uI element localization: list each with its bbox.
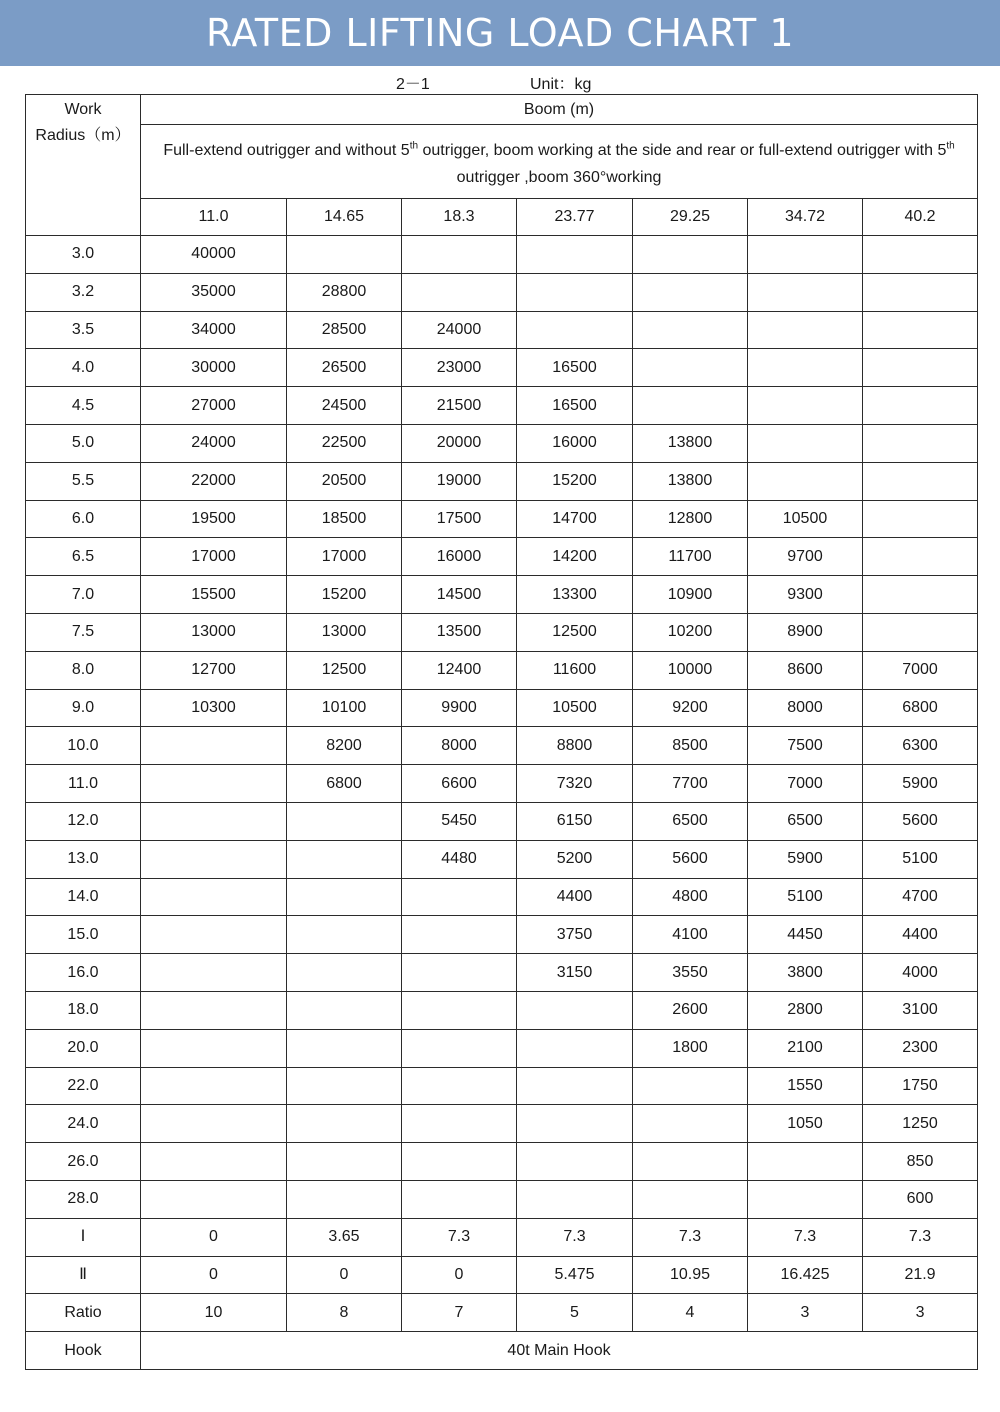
- load-cell: 23000: [402, 349, 517, 387]
- load-cell: 12500: [517, 613, 633, 651]
- load-cell: [748, 349, 863, 387]
- unit-label: Unit：kg: [530, 76, 592, 93]
- load-cell: 26500: [287, 349, 402, 387]
- load-cell: [141, 727, 287, 765]
- table-row: [26, 802, 978, 840]
- load-cell: [863, 500, 978, 538]
- load-cell: [402, 236, 517, 274]
- load-cell: 3550: [633, 954, 748, 992]
- load-cell: 24000: [141, 424, 287, 462]
- load-cell: 13000: [287, 613, 402, 651]
- row-label: 22.0: [26, 1067, 141, 1105]
- load-cell: 6800: [863, 689, 978, 727]
- boom-length-4: 29.25: [633, 199, 748, 236]
- load-cell: 21.9: [863, 1256, 978, 1294]
- load-cell: 28500: [287, 311, 402, 349]
- load-cell: [402, 991, 517, 1029]
- load-cell: [287, 1105, 402, 1143]
- load-cell: 15200: [287, 576, 402, 614]
- load-cell: 9200: [633, 689, 748, 727]
- load-cell: 13300: [517, 576, 633, 614]
- load-cell: 19000: [402, 462, 517, 500]
- table-row: [26, 954, 978, 992]
- load-cell: [863, 236, 978, 274]
- load-cell: 16.425: [748, 1256, 863, 1294]
- load-cell: 11700: [633, 538, 748, 576]
- load-cell: 6500: [633, 802, 748, 840]
- load-cell: 16500: [517, 387, 633, 425]
- load-cell: 20000: [402, 424, 517, 462]
- load-cell: 5900: [863, 765, 978, 803]
- load-cell: [141, 765, 287, 803]
- load-cell: 1550: [748, 1067, 863, 1105]
- load-cell: 30000: [141, 349, 287, 387]
- load-cell: 3750: [517, 916, 633, 954]
- load-cell: 7.3: [402, 1218, 517, 1256]
- load-cell: 7.3: [748, 1218, 863, 1256]
- load-cell: [287, 954, 402, 992]
- load-cell: 8000: [402, 727, 517, 765]
- boom-length-row: [26, 199, 978, 236]
- load-cell: [863, 349, 978, 387]
- load-cell: 5900: [748, 840, 863, 878]
- footer-row: [26, 1218, 978, 1256]
- load-cell: 22000: [141, 462, 287, 500]
- load-cell: [141, 840, 287, 878]
- load-cell: [633, 349, 748, 387]
- boom-length-6: 40.2: [863, 199, 978, 236]
- load-cell: [863, 424, 978, 462]
- load-cell: 3: [863, 1294, 978, 1332]
- load-cell: 14500: [402, 576, 517, 614]
- load-cell: [748, 424, 863, 462]
- load-cell: 6150: [517, 802, 633, 840]
- load-cell: [633, 1067, 748, 1105]
- load-cell: [633, 273, 748, 311]
- table-row: [26, 311, 978, 349]
- load-cell: [402, 954, 517, 992]
- load-cell: [517, 311, 633, 349]
- load-cell: 24000: [402, 311, 517, 349]
- load-cell: 10500: [748, 500, 863, 538]
- footer-row: [26, 1256, 978, 1294]
- row-label: 7.0: [26, 576, 141, 614]
- table-row: [26, 1067, 978, 1105]
- load-cell: 40000: [141, 236, 287, 274]
- load-cell: [287, 236, 402, 274]
- load-cell: 10: [141, 1294, 287, 1332]
- load-cell: 7320: [517, 765, 633, 803]
- table-row: [26, 500, 978, 538]
- load-cell: [863, 538, 978, 576]
- row-label: Ratio: [26, 1294, 141, 1332]
- load-cell: 22500: [287, 424, 402, 462]
- table-row: [26, 538, 978, 576]
- load-cell: [633, 311, 748, 349]
- boom-header: Boom (m): [141, 95, 978, 125]
- load-cell: 4000: [863, 954, 978, 992]
- load-cell: 8200: [287, 727, 402, 765]
- boom-length-1: 14.65: [287, 199, 402, 236]
- load-cell: 3800: [748, 954, 863, 992]
- row-label: 3.5: [26, 311, 141, 349]
- table-row: [26, 1180, 978, 1218]
- table-row: [26, 613, 978, 651]
- load-cell: [748, 462, 863, 500]
- load-cell: 1750: [863, 1067, 978, 1105]
- load-cell: 5100: [863, 840, 978, 878]
- load-cell: [517, 991, 633, 1029]
- load-cell: 27000: [141, 387, 287, 425]
- load-cell: 3: [748, 1294, 863, 1332]
- table-row: [26, 840, 978, 878]
- load-cell: [287, 1180, 402, 1218]
- load-cell: 17000: [141, 538, 287, 576]
- load-cell: [141, 1105, 287, 1143]
- load-cell: 4700: [863, 878, 978, 916]
- load-cell: 14700: [517, 500, 633, 538]
- load-cell: [863, 576, 978, 614]
- row-label: Ⅱ: [26, 1256, 141, 1294]
- load-cell: 10.95: [633, 1256, 748, 1294]
- load-cell: 4100: [633, 916, 748, 954]
- load-cell: 4800: [633, 878, 748, 916]
- row-label: 8.0: [26, 651, 141, 689]
- load-cell: [633, 1105, 748, 1143]
- load-cell: [287, 1143, 402, 1181]
- table-row: [26, 727, 978, 765]
- table-row: [26, 424, 978, 462]
- load-cell: 5450: [402, 802, 517, 840]
- load-cell: 3100: [863, 991, 978, 1029]
- load-cell: 8600: [748, 651, 863, 689]
- load-cell: [748, 311, 863, 349]
- load-cell: 19500: [141, 500, 287, 538]
- hook-label: Hook: [26, 1332, 141, 1370]
- load-cell: 5600: [633, 840, 748, 878]
- load-chart-table: [25, 94, 978, 1370]
- table-row: [26, 991, 978, 1029]
- load-cell: 13500: [402, 613, 517, 651]
- table-row: [26, 916, 978, 954]
- row-label: 7.5: [26, 613, 141, 651]
- load-cell: 5.475: [517, 1256, 633, 1294]
- load-cell: [748, 236, 863, 274]
- load-cell: [287, 991, 402, 1029]
- load-cell: 10200: [633, 613, 748, 651]
- load-cell: [748, 1180, 863, 1218]
- load-cell: 15200: [517, 462, 633, 500]
- load-cell: [141, 991, 287, 1029]
- row-label: 4.0: [26, 349, 141, 387]
- load-cell: 18500: [287, 500, 402, 538]
- load-cell: 8000: [748, 689, 863, 727]
- load-cell: [517, 1180, 633, 1218]
- load-cell: 5600: [863, 802, 978, 840]
- load-cell: [402, 878, 517, 916]
- load-cell: 1800: [633, 1029, 748, 1067]
- load-cell: [402, 1029, 517, 1067]
- load-cell: [287, 840, 402, 878]
- table-row: [26, 349, 978, 387]
- load-cell: 3.65: [287, 1218, 402, 1256]
- load-cell: 5100: [748, 878, 863, 916]
- load-cell: 7: [402, 1294, 517, 1332]
- row-label: 3.0: [26, 236, 141, 274]
- row-label: 28.0: [26, 1180, 141, 1218]
- load-cell: 4: [633, 1294, 748, 1332]
- load-cell: [141, 1143, 287, 1181]
- load-cell: 0: [141, 1218, 287, 1256]
- load-cell: [402, 273, 517, 311]
- load-cell: 12500: [287, 651, 402, 689]
- row-label: 13.0: [26, 840, 141, 878]
- load-cell: 4400: [517, 878, 633, 916]
- table-row: [26, 689, 978, 727]
- load-cell: [141, 802, 287, 840]
- footer-row: [26, 1294, 978, 1332]
- load-cell: [633, 1180, 748, 1218]
- load-cell: [863, 613, 978, 651]
- load-cell: 8500: [633, 727, 748, 765]
- load-cell: 10900: [633, 576, 748, 614]
- load-cell: 28800: [287, 273, 402, 311]
- work-radius-header: Work Radius（m）: [26, 95, 141, 236]
- row-label: 5.5: [26, 462, 141, 500]
- load-cell: 12400: [402, 651, 517, 689]
- load-cell: [287, 1067, 402, 1105]
- load-cell: 0: [141, 1256, 287, 1294]
- load-cell: 35000: [141, 273, 287, 311]
- load-cell: 16500: [517, 349, 633, 387]
- chart-code: 2－1: [396, 76, 430, 93]
- load-cell: 13800: [633, 462, 748, 500]
- load-cell: 2600: [633, 991, 748, 1029]
- boom-length-3: 23.77: [517, 199, 633, 236]
- row-label: 11.0: [26, 765, 141, 803]
- load-cell: [633, 236, 748, 274]
- row-label: 10.0: [26, 727, 141, 765]
- chart-subheader: [0, 68, 1000, 92]
- load-cell: 600: [863, 1180, 978, 1218]
- load-cell: 7500: [748, 727, 863, 765]
- boom-header-row: [26, 95, 978, 125]
- load-cell: 14200: [517, 538, 633, 576]
- load-cell: 6800: [287, 765, 402, 803]
- load-cell: 8900: [748, 613, 863, 651]
- load-cell: [402, 1143, 517, 1181]
- table-row: [26, 1143, 978, 1181]
- table-row: [26, 878, 978, 916]
- load-cell: 17500: [402, 500, 517, 538]
- row-label: 6.5: [26, 538, 141, 576]
- condition-row: [26, 125, 978, 199]
- table-row: [26, 273, 978, 311]
- load-cell: [141, 1029, 287, 1067]
- load-cell: 13800: [633, 424, 748, 462]
- load-cell: [287, 916, 402, 954]
- row-label: 3.2: [26, 273, 141, 311]
- load-cell: 6300: [863, 727, 978, 765]
- load-cell: [517, 273, 633, 311]
- load-cell: [748, 387, 863, 425]
- load-cell: 3150: [517, 954, 633, 992]
- load-cell: 9700: [748, 538, 863, 576]
- load-cell: [517, 1143, 633, 1181]
- load-cell: 1250: [863, 1105, 978, 1143]
- row-label: 5.0: [26, 424, 141, 462]
- load-cell: 4480: [402, 840, 517, 878]
- load-cell: 850: [863, 1143, 978, 1181]
- boom-length-0: 11.0: [141, 199, 287, 236]
- hook-value: 40t Main Hook: [141, 1332, 978, 1370]
- load-cell: 10300: [141, 689, 287, 727]
- load-cell: [517, 1105, 633, 1143]
- load-cell: 9900: [402, 689, 517, 727]
- load-cell: 5200: [517, 840, 633, 878]
- load-cell: 10000: [633, 651, 748, 689]
- table-row: [26, 1029, 978, 1067]
- hook-row: [26, 1332, 978, 1370]
- load-cell: 7000: [748, 765, 863, 803]
- load-cell: 6500: [748, 802, 863, 840]
- boom-length-2: 18.3: [402, 199, 517, 236]
- load-cell: [633, 1143, 748, 1181]
- load-cell: 4400: [863, 916, 978, 954]
- load-cell: [748, 1143, 863, 1181]
- row-label: 15.0: [26, 916, 141, 954]
- load-cell: 17000: [287, 538, 402, 576]
- load-cell: [287, 802, 402, 840]
- load-cell: [402, 1180, 517, 1218]
- load-cell: 15500: [141, 576, 287, 614]
- title-banner: [0, 0, 1000, 66]
- table-row: [26, 576, 978, 614]
- load-cell: [863, 462, 978, 500]
- table-body: [26, 95, 978, 1370]
- table-row: [26, 1105, 978, 1143]
- load-cell: 13000: [141, 613, 287, 651]
- load-cell: [517, 1029, 633, 1067]
- outrigger-condition: [141, 125, 978, 199]
- load-cell: 10500: [517, 689, 633, 727]
- load-cell: [141, 1180, 287, 1218]
- load-cell: 0: [402, 1256, 517, 1294]
- page-title: RATED LIFTING LOAD CHART 1: [205, 11, 794, 55]
- load-cell: 8800: [517, 727, 633, 765]
- load-cell: 12700: [141, 651, 287, 689]
- table-row: [26, 236, 978, 274]
- load-cell: 0: [287, 1256, 402, 1294]
- load-cell: 7000: [863, 651, 978, 689]
- load-cell: 21500: [402, 387, 517, 425]
- load-cell: [633, 387, 748, 425]
- load-cell: [863, 311, 978, 349]
- load-cell: 20500: [287, 462, 402, 500]
- row-label: 4.5: [26, 387, 141, 425]
- load-cell: [141, 878, 287, 916]
- load-cell: 24500: [287, 387, 402, 425]
- load-cell: [517, 1067, 633, 1105]
- load-cell: 9300: [748, 576, 863, 614]
- load-cell: [287, 1029, 402, 1067]
- load-cell: 12800: [633, 500, 748, 538]
- load-cell: [748, 273, 863, 311]
- row-label: 18.0: [26, 991, 141, 1029]
- load-cell: 5: [517, 1294, 633, 1332]
- row-label: 20.0: [26, 1029, 141, 1067]
- load-cell: [517, 236, 633, 274]
- load-cell: 4450: [748, 916, 863, 954]
- row-label: 12.0: [26, 802, 141, 840]
- load-cell: 11600: [517, 651, 633, 689]
- load-cell: 16000: [517, 424, 633, 462]
- row-label: 26.0: [26, 1143, 141, 1181]
- row-label: 14.0: [26, 878, 141, 916]
- load-cell: 7.3: [633, 1218, 748, 1256]
- table-row: [26, 462, 978, 500]
- load-cell: 7.3: [863, 1218, 978, 1256]
- boom-length-5: 34.72: [748, 199, 863, 236]
- load-cell: 2100: [748, 1029, 863, 1067]
- load-cell: [863, 387, 978, 425]
- load-cell: 1050: [748, 1105, 863, 1143]
- load-cell: 16000: [402, 538, 517, 576]
- load-cell: [863, 273, 978, 311]
- load-cell: 34000: [141, 311, 287, 349]
- load-cell: [141, 916, 287, 954]
- table-row: [26, 765, 978, 803]
- load-cell: [141, 1067, 287, 1105]
- load-cell: 2300: [863, 1029, 978, 1067]
- load-cell: 6600: [402, 765, 517, 803]
- load-cell: 8: [287, 1294, 402, 1332]
- row-label: 9.0: [26, 689, 141, 727]
- row-label: 24.0: [26, 1105, 141, 1143]
- load-cell: 10100: [287, 689, 402, 727]
- load-cell: 7.3: [517, 1218, 633, 1256]
- row-label: Ⅰ: [26, 1218, 141, 1256]
- load-cell: [402, 1067, 517, 1105]
- row-label: 16.0: [26, 954, 141, 992]
- load-cell: 7700: [633, 765, 748, 803]
- load-cell: [402, 1105, 517, 1143]
- load-cell: [141, 954, 287, 992]
- load-cell: 2800: [748, 991, 863, 1029]
- load-cell: [402, 916, 517, 954]
- table-row: [26, 651, 978, 689]
- load-cell: [287, 878, 402, 916]
- outrigger-condition-text: Full-extend outrigger and without 5th outrigger, boom working at the side and rear or full-extend outrigger with 5th outrigger ,boom 360°working: [163, 140, 955, 186]
- table-row: [26, 387, 978, 425]
- row-label: 6.0: [26, 500, 141, 538]
